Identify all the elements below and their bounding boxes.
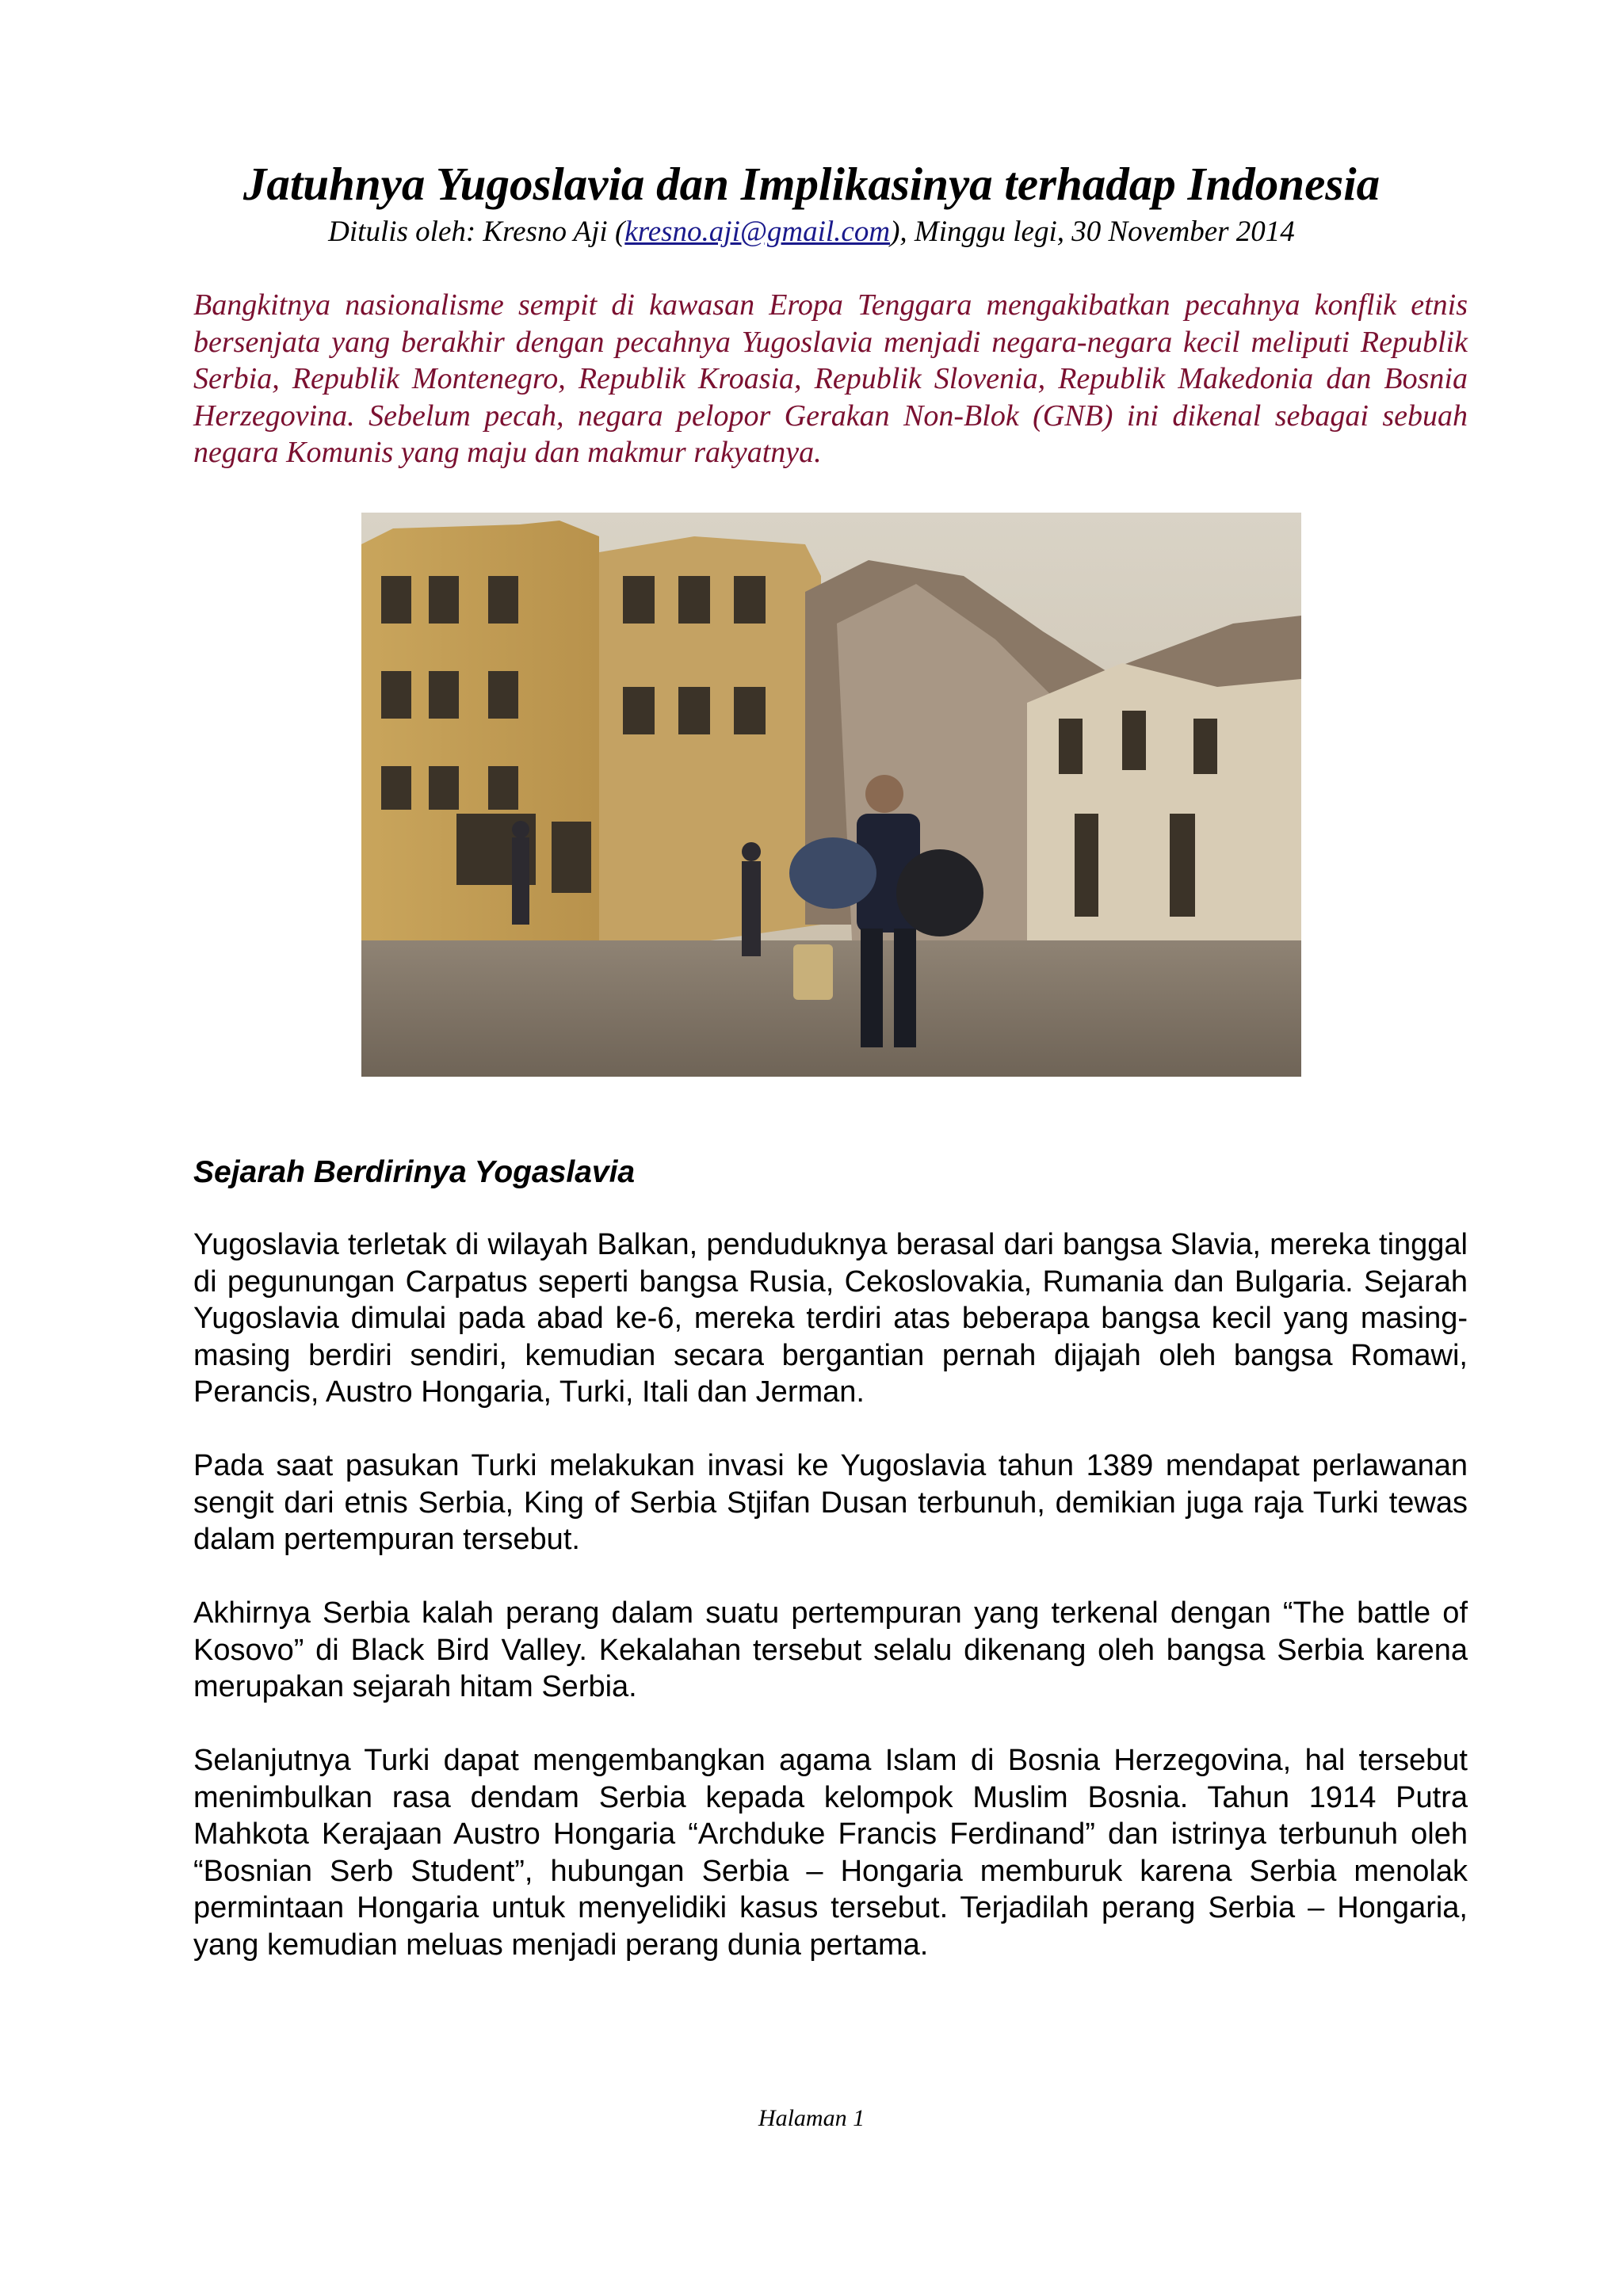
- photo-illustration: [361, 513, 1301, 1077]
- body-paragraph-2: Pada saat pasukan Turki melakukan invasi ke Yugoslavia tahun 1389 mendapat perlawanan sengit dari etnis Serbia, King of Serbia Stjifan Dusan terbunuh, demikian juga raja Turki tewas dalam pertempuran tersebut.: [193, 1449, 1468, 1556]
- right-house: [1027, 663, 1301, 956]
- document-title: Jatuhnya Yugoslavia dan Implikasinya terhadap Indonesia: [242, 158, 1381, 210]
- section-title: Sejarah Berdirinya Yogaslavia: [193, 1155, 636, 1189]
- byline: [0, 214, 1623, 250]
- lede-paragraph: Bangkitnya nasionalisme sempit di kawasan Eropa Tenggara mengakibatkan pecahnya konflik etnis bersenjata yang berakhir dengan pecahnya Yugoslavia menjadi negara-negara kecil meliputi Republik Serbia, Republik Montenegro, Republik Kroasia, Republik Slovenia, Republik Makedonia dan Bosnia Herzegovina. Sebelum pecah, negara pelopor Gerakan Non-Blok (GNB) ini dikenal sebagai sebuah negara Komunis yang maju dan makmur rakyatnya.: [193, 288, 1468, 469]
- body-text: [193, 1226, 1468, 2000]
- body-paragraph-3: Akhirnya Serbia kalah perang dalam suatu pertempuran yang terkenal dengan “The battle of Kosovo” di Black Bird Valley. Kekalahan tersebut selalu dikenang oleh bangsa Serbia karena merupakan sejarah hitam Serbia.: [193, 1596, 1468, 1703]
- war-ruins-photo: [361, 513, 1301, 1077]
- byline-suffix: ), Minggu legi, 30 November 2014: [890, 215, 1295, 248]
- body-paragraph-1: Yugoslavia terletak di wilayah Balkan, penduduknya berasal dari bangsa Slavia, mereka tinggal di pegunungan Carpatus seperti bangsa Rusia, Cekoslovakia, Rumania dan Bulgaria. Sejarah Yugoslavia dimulai pada abad ke-6, mereka terdiri atas beberapa bangsa kecil yang masing-masing berdiri sendiri, kemudian secara bergantian pernah dijajah oleh bangsa Romawi, Perancis, Austro Hongaria, Turki, Itali dan Jerman.: [193, 1228, 1468, 1409]
- page-footer: Halaman 1: [758, 2105, 865, 2131]
- body-paragraph-4: Selanjutnya Turki dapat mengembangkan agama Islam di Bosnia Herzegovina, hal tersebut menimbulkan rasa dendam Serbia kepada kelompok Muslim Bosnia. Tahun 1914 Putra Mahkota Kerajaan Austro Hongaria “Archduke Francis Ferdinand” dan istrinya terbunuh oleh “Bosnian Serb Student”, hubungan Serbia – Hongaria memburuk karena Serbia menolak permintaan Hongaria untuk menyelidiki kasus tersebut. Terjadilah perang Serbia – Hongaria, yang kemudian meluas menjadi perang dunia pertama.: [193, 1744, 1468, 1962]
- author-email-link[interactable]: kresno.aji@gmail.com: [624, 215, 891, 248]
- byline-prefix: Ditulis oleh: Kresno Aji (: [328, 215, 625, 248]
